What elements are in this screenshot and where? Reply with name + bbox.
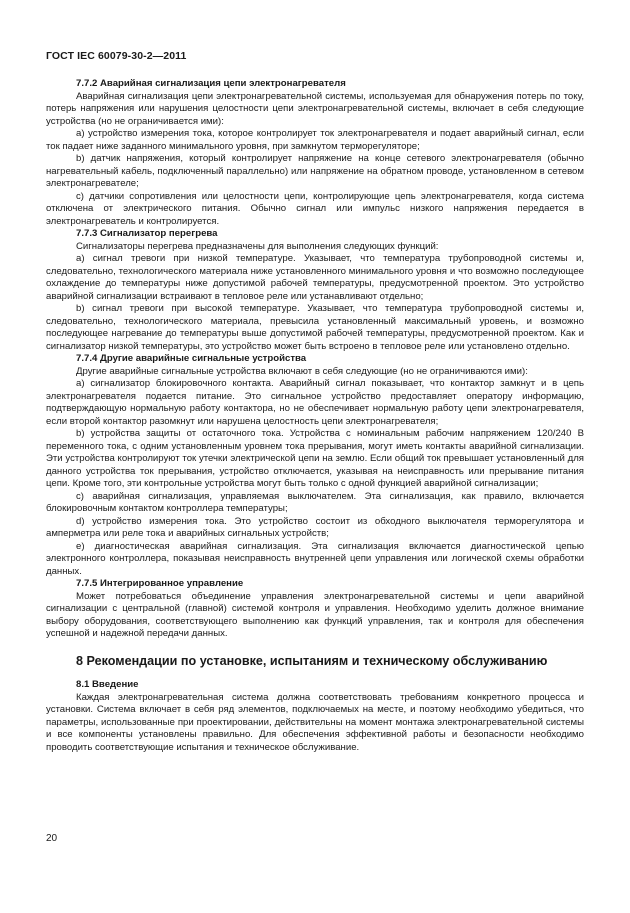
document-header: ГОСТ IEC 60079-30-2—2011 [46,50,187,62]
section-7-7-4-intro: Другие аварийные сигнальные устройства включают в себя следующие (но не ограничиваются ими): [76,365,528,377]
section-7-7-3 [46,228,584,353]
section-7-7-4-item-d: d) устройство измерения тока. Это устройство состоит из обходного выключателя терморегулятора и амперметра или реле тока и аварийных сигнальных устройств; [46,515,584,539]
section-7-7-2-title: 7.7.2 Аварийная сигнализация цепи электронагревателя [76,78,346,89]
section-8-1-text: Каждая электронагревательная система должна соответствовать требованиям конкретного процесса и установки. Система включает в себя ряд элементов, подключаемых на месте, и поэтому необходимо убедиться, что параметры, использованные при проектировании, действительны на момент монтажа электронагревательной системы и все компоненты установлены правильно. Для обеспечения эффективной работы и безопасности необходимо проводить соответствующие испытания и техническое обслуживание. [46,691,584,753]
section-7-7-4 [46,353,584,578]
section-7-7-4-title: 7.7.4 Другие аварийные сигнальные устройства [76,353,307,364]
section-7-7-4-item-c: c) аварийная сигнализация, управляемая выключателем. Эта сигнализация, как правило, включается блокировочным контактом контроллера температуры; [46,490,584,514]
section-7-7-2 [46,78,584,228]
section-7-7-3-intro: Сигнализаторы перегрева предназначены для выполнения следующих функций: [76,240,439,252]
section-8-1 [46,679,584,754]
section-7-7-4-item-e: e) диагностическая аварийная сигнализация. Эта сигнализация включается диагностической цепью электронного контроллера, показывая неисправность внутренней цепи управления или логической схемы обработки данных. [46,540,584,577]
section-7-7-2-item-c: c) датчики сопротивления или целостности цепи, контролирующие цепь электронагревателя, когда система отключена от электрического питания. Обычно сигнал или импульс низкого напряжения передается в электронагреватель и контролируется. [46,190,584,227]
section-7-7-2-item-a: a) устройство измерения тока, которое контролирует ток электронагревателя и подает аварийный сигнал, если ток падает ниже заданного минимального уровня, при замкнутом терморегуляторе; [46,128,584,152]
section-8-title: 8 Рекомендации по установке, испытаниям и техническому обслуживанию [76,653,548,668]
section-7-7-3-item-a: a) сигнал тревоги при низкой температуре. Указывает, что температура трубопроводной системы и, следовательно, технологического материала ниже установленного минимального уровня и что возможно последующее охлаждение до температуры ниже допустимой рабочей температуры, предусмотренной проектом. Это устройство аварийной сигнализации встраивают в тепловое реле или устанавливают отдельно; [46,253,584,302]
section-7-7-5 [46,578,584,641]
section-7-7-3-title: 7.7.3 Сигнализатор перегрева [76,228,218,239]
page-number: 20 [46,833,58,844]
page-content [46,78,584,754]
section-7-7-5-text: Может потребоваться объединение управления электронагревательной системы и цепи аварийной сигнализации с центральной (главной) системой контроля и управления. Необходимо уделить должное внимание выбору оборудования, соответствующего выполнению как функций управления, так и контроля для обеспечения успешной и надежной передачи данных. [46,590,584,639]
section-7-7-4-item-a: a) сигнализатор блокировочного контакта. Аварийный сигнал показывает, что контактор замкнут и в цепь электронагревателя подается питание. Это сигнальное устройство предоставляет оператору информацию, подтверждающую нормальную работу контактора, но не обеспечивает нормальную работу цепи электронагревателя, если второй контактор разомкнут или нарушена целостность цепи электронагревателя; [46,378,584,427]
section-7-7-2-item-b: b) датчик напряжения, который контролирует напряжение на конце сетевого электронагревателя (обычно нагревательный кабель, подключенный параллельно) или напряжение на обратном проводе, установленном в сетевом электронагревателе; [46,153,584,189]
section-8-1-title: 8.1 Введение [76,679,139,690]
section-7-7-3-item-b: b) сигнал тревоги при высокой температуре. Указывает, что температура трубопроводной системы и, следовательно, технологического материала, превысила установленный максимальный уровень, и возможно последующее нагревание до температуры выше допустимой рабочей температуры, предусмотренной проектом. Как и сигнализатор низкой температуры, это устройство может быть встроено в тепловое реле или установлено отдельно. [46,303,584,352]
section-7-7-2-intro: Аварийная сигнализация цепи электронагревательной системы, используемая для обнаружения потерь по току, потерь напряжения или нарушения целостности цепи электронагревательной системы, включает в себя следующие устройства (но не ограничивается ими): [46,90,584,127]
section-7-7-5-title: 7.7.5 Интегрированное управление [76,578,244,589]
section-7-7-4-item-b: b) устройства защиты от остаточного тока. Устройства с номинальным рабочим напряжением 120/240 В переменного тока, с одним установленным уровнем тока прерывания, могут иметь контакты аварийной сигнализации. Эти устройства контролируют ток утечки электрической цепи на землю. Если общий ток превышает установленный для данного устройства ток прерывания, устройство отключается, указывая на неисправность или прерывание питания цепи. Кроме того, эти контрольные устройства могут быть только с одной функцией аварийной сигнализации; [46,428,584,489]
